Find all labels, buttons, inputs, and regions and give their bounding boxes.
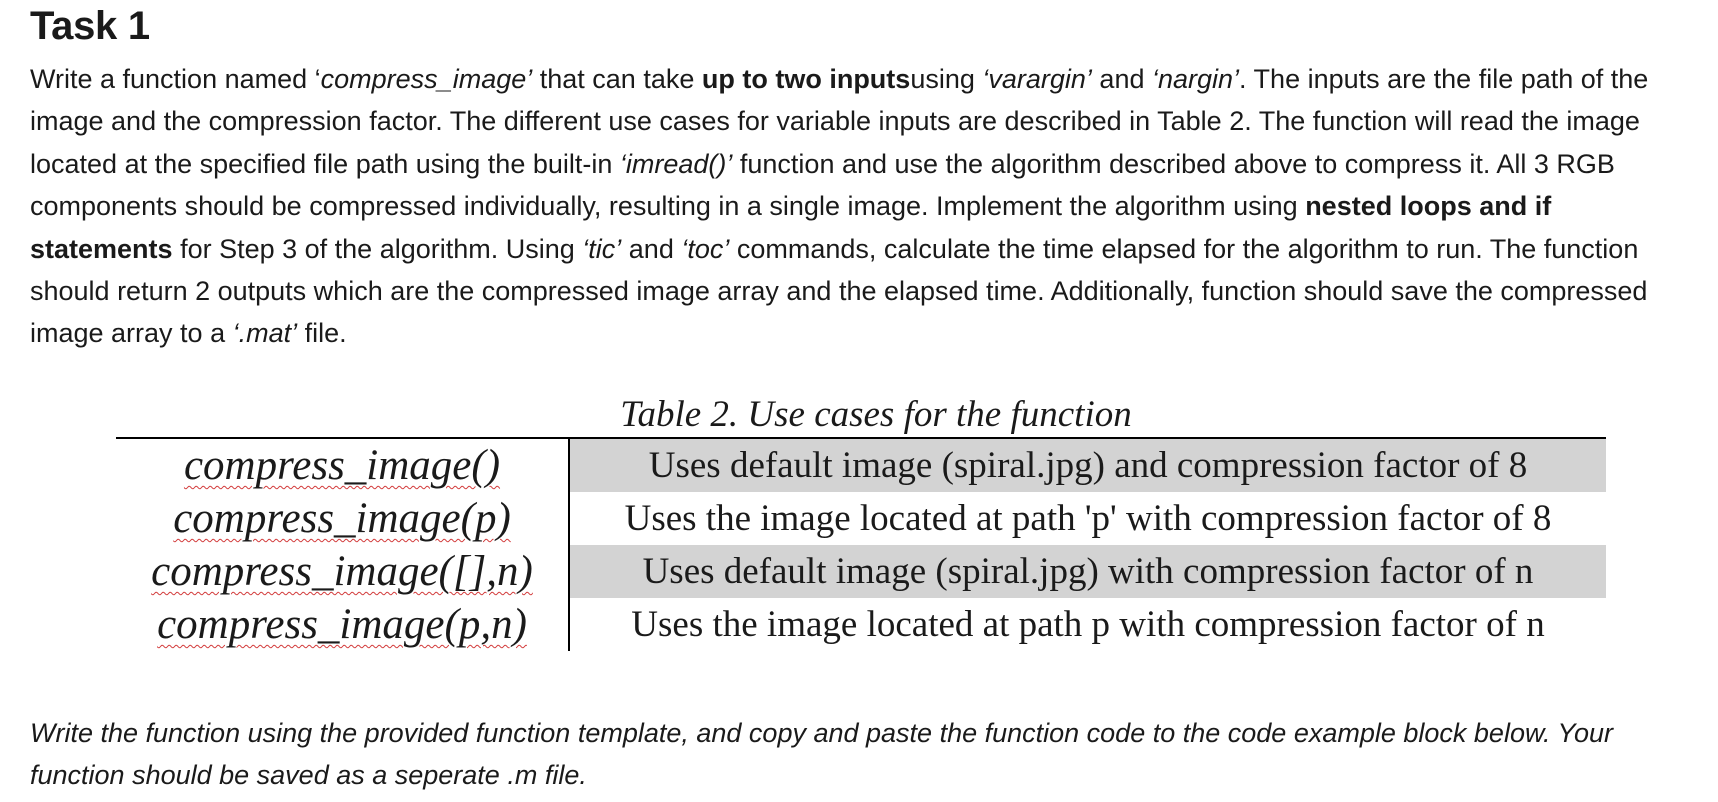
function-call: compress_image([],n) — [151, 548, 533, 595]
intro-text-7: for Step 3 of the algorithm. Using — [172, 233, 583, 264]
table-cell-call — [116, 438, 569, 492]
table-cell-description: Uses default image (spiral.jpg) and compression factor of 8 — [569, 438, 1606, 492]
table-row — [116, 598, 1606, 651]
table-cell-description: Uses the image located at path 'p' with compression factor of 8 — [624, 498, 1552, 539]
intro-text-8: and — [621, 233, 682, 264]
table-cell-call — [116, 598, 569, 651]
table-caption: Table 2. Use cases for the function — [620, 394, 1132, 435]
function-call: compress_image(p) — [173, 495, 511, 542]
table-cell-call — [116, 492, 569, 545]
intro-text-9: commands, calculate the time elapsed for the algorithm to run. The function should return 2 outputs which are the compressed image array and the elapsed time. Additionally, function should save the compressed image array to a — [30, 233, 1648, 349]
intro-text-1: Write a function named ‘ — [30, 64, 321, 94]
table-row — [116, 492, 1606, 545]
task-description — [30, 58, 1700, 355]
intro-text-5: . The inputs are the file path of the image and the compression factor. The different use cases for variable inputs are described in Table 2. The function will read the image located at the specified file path using the built-in — [30, 64, 1649, 179]
toc-emphasis: ‘toc’ — [681, 233, 730, 264]
mat-emphasis: ‘.mat’ — [232, 318, 298, 349]
function-call: compress_image(p,n) — [157, 601, 527, 648]
function-call: compress_image() — [183, 442, 501, 489]
table-cell-description: Uses the image located at path p with compression factor of n — [631, 604, 1545, 645]
task-title: Task 1 — [30, 4, 150, 48]
intro-text-10: file. — [297, 318, 347, 349]
table-cell-description: Uses default image (spiral.jpg) with compression factor of n — [569, 545, 1606, 598]
intro-text-6: function and use the algorithm described above to compress it. All 3 RGB components should be compressed individually, resulting in a single image. Implement the algorithm using — [30, 148, 1615, 222]
intro-text-4: and — [1091, 64, 1152, 94]
function-name-emphasis: compress_image’ — [320, 64, 533, 94]
intro-text-3: using — [910, 64, 983, 94]
closing-instructions: Write the function using the provided function template, and copy and paste the function code to the code example block below. Your function should be saved as a seperate .m file. — [30, 718, 1614, 791]
use-cases-table — [116, 437, 1606, 651]
nargin-emphasis: ‘nargin’ — [1151, 64, 1240, 94]
intro-text-2: that can take — [532, 64, 702, 94]
loops-emphasis: nested loops and if statements — [30, 191, 1552, 264]
inputs-emphasis: up to two inputs — [701, 64, 911, 94]
table-row — [116, 438, 1606, 492]
tic-emphasis: ‘tic’ — [582, 233, 622, 264]
imread-emphasis: ‘imread()’ — [619, 148, 733, 179]
table-cell-call — [116, 545, 569, 598]
varargin-emphasis: ‘varargin’ — [982, 64, 1092, 94]
table-row — [116, 545, 1606, 598]
